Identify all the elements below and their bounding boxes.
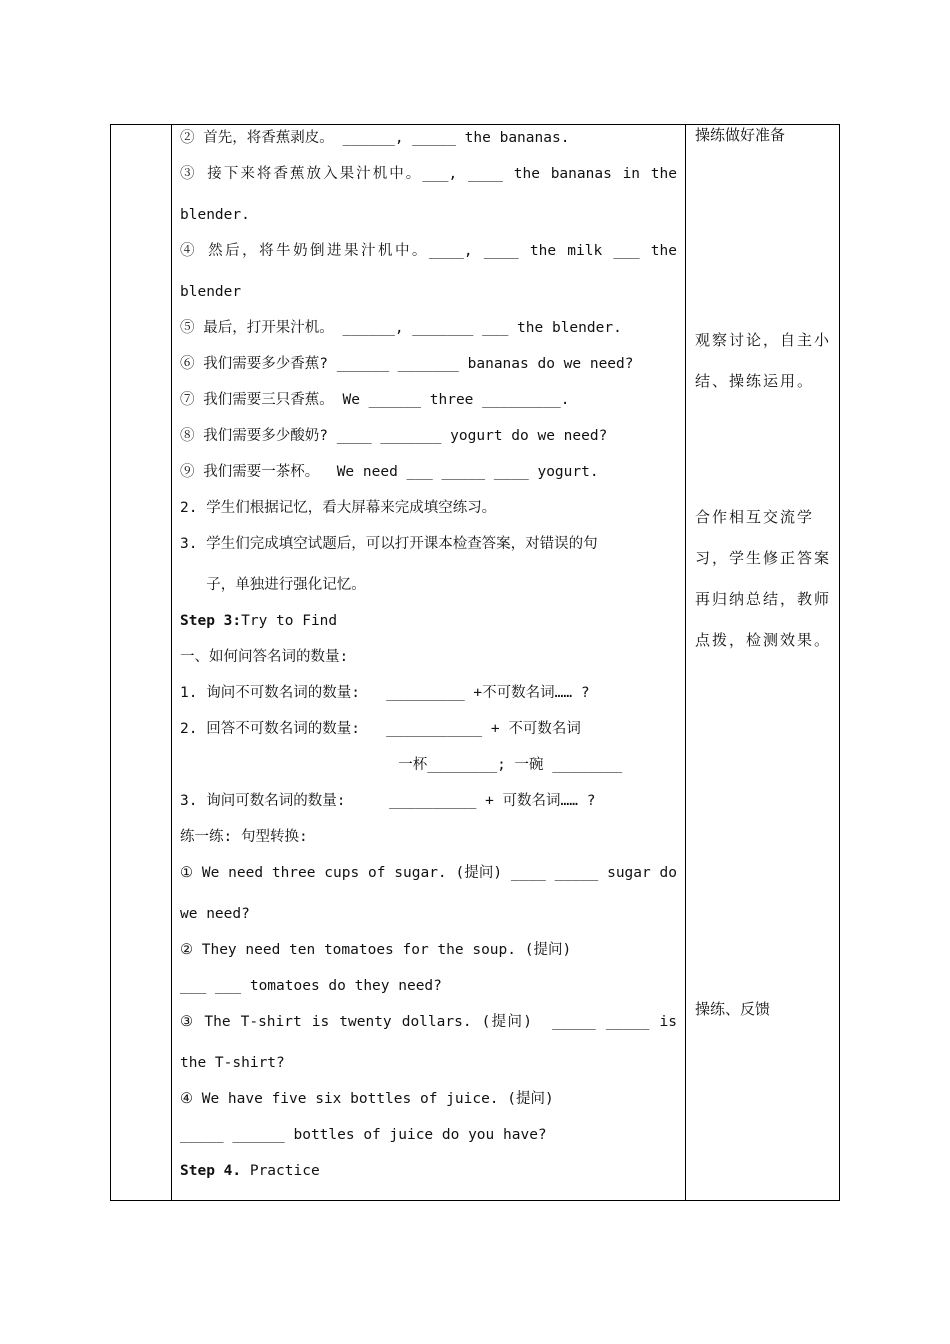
teacher-note: 观察讨论，自主小结、操练运用。 — [695, 331, 832, 390]
step-heading — [180, 1161, 677, 1181]
content-line: 2. 回答不可数名词的数量: ___________ + 不可数名词 — [180, 721, 581, 737]
content-line: ___ ___ tomatoes do they need? — [180, 978, 442, 994]
content-line: 3. 询问可数名词的数量: __________ + 可数名词…… ? — [180, 793, 596, 809]
table-notes-column — [686, 125, 840, 1200]
content-line: ⑤ 最后，打开果汁机。 ______, _______ ___ the blender. — [180, 320, 622, 336]
content-line: ⑨ 我们需要一茶杯。 We need ___ _____ ____ yogurt. — [180, 464, 599, 480]
step-label: Step 3: — [180, 613, 242, 629]
step-title: Try to Find — [241, 613, 338, 629]
content-line: 1. 询问不可数名词的数量: _________ +不可数名词…… ? — [180, 685, 590, 701]
table-main-column — [172, 125, 686, 1200]
content-line: ④ We have five six bottles of juice. (提问) — [180, 1091, 554, 1107]
teacher-note: 合作相互交流学习，学生修正答案再归纳总结，教师点拨，检测效果。 — [695, 508, 832, 649]
content-line: blender. — [180, 207, 250, 223]
teacher-note: 操练做好准备 — [695, 126, 786, 144]
teacher-note: 操练、反馈 — [695, 1000, 771, 1018]
content-line: ② 首先，将香蕉剥皮。 ______, _____ the bananas. — [180, 130, 570, 146]
content-line: ③ The T-shirt is twenty dollars. (提问) _____ _____ is — [180, 1014, 677, 1030]
content-line: ⑦ 我们需要三只香蕉。 We ______ three _________. — [180, 392, 570, 408]
content-line: 子，单独进行强化记忆。 — [180, 577, 366, 593]
content-line: ② They need ten tomatoes for the soup. (提问) — [180, 942, 572, 958]
table-left-column — [111, 125, 172, 1200]
content-line: the T-shirt? — [180, 1055, 285, 1071]
content-line: ⑥ 我们需要多少香蕉? ______ _______ bananas do we need? — [180, 356, 634, 372]
content-line: we need? — [180, 906, 250, 922]
step-heading — [180, 611, 677, 631]
content-line: blender — [180, 284, 242, 300]
content-line: ⑧ 我们需要多少酸奶? ____ _______ yogurt do we need? — [180, 428, 608, 444]
content-line: ① We need three cups of sugar. (提问) ____ _____ sugar do — [180, 865, 677, 881]
content-line: 一、如何问答名词的数量: — [180, 649, 349, 665]
content-line: 2. 学生们根据记忆，看大屏幕来完成填空练习。 — [180, 500, 497, 516]
step-title: Practice — [241, 1163, 320, 1179]
content-line: ③ 接下来将香蕉放入果汁机中。___, ____ the bananas in the — [180, 166, 677, 182]
lesson-table — [110, 124, 840, 1201]
content-line: _____ ______ bottles of juice do you have? — [180, 1127, 547, 1143]
content-line: 一杯________; 一碗 ________ — [180, 757, 623, 773]
content-line: 练一练: 句型转换: — [180, 829, 308, 845]
content-line: 3. 学生们完成填空试题后，可以打开课本检查答案，对错误的句 — [180, 536, 598, 552]
step-label: Step 4. — [180, 1163, 242, 1179]
content-line: ④ 然后，将牛奶倒进果汁机中。____, ____ the milk ___ the — [180, 243, 677, 259]
